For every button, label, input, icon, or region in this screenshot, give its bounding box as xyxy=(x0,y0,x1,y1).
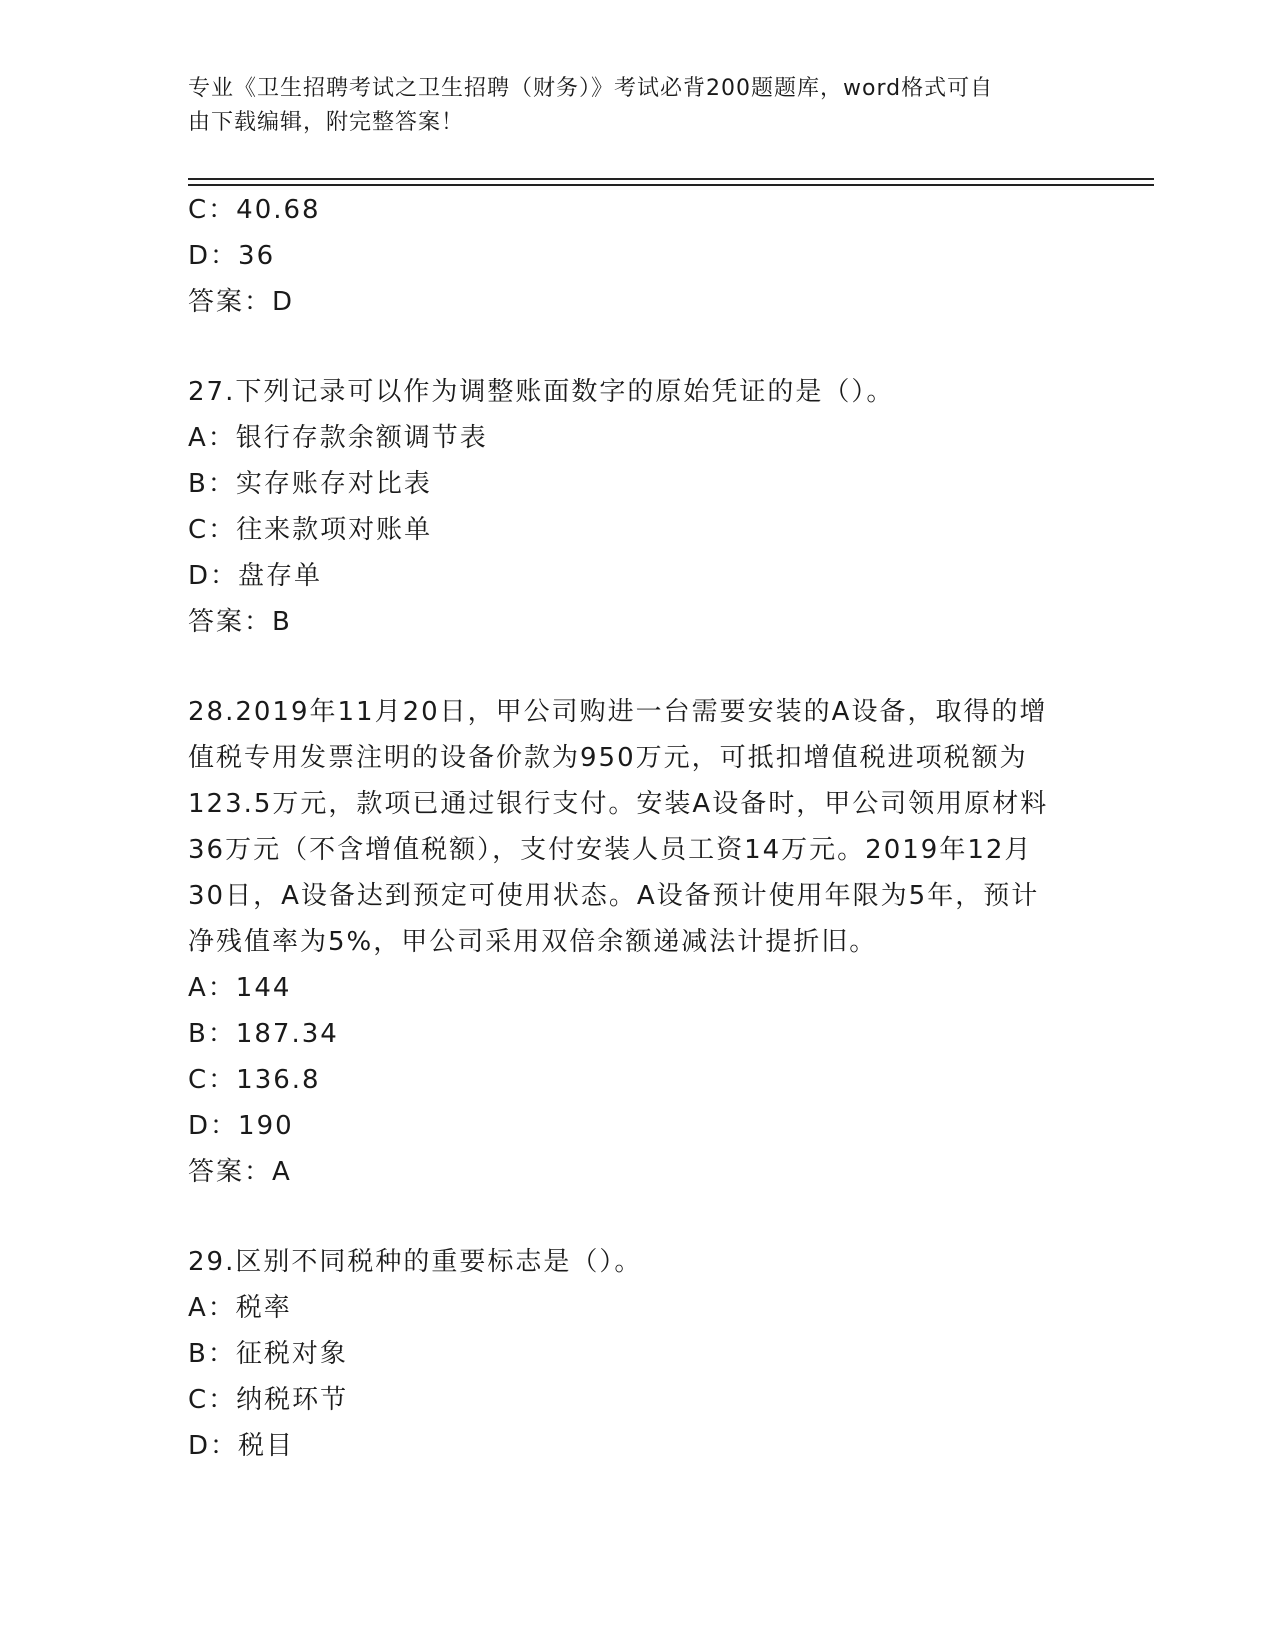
answer-line: 答案：D xyxy=(188,287,295,317)
question-stem-line: 30日，A设备达到预定可使用状态。A设备预计使用年限为5年，预计 xyxy=(188,881,1040,911)
question-27 xyxy=(188,369,1088,645)
option-c: C：40.68 xyxy=(188,195,321,225)
question-stem-line: 28.2019年11月20日，甲公司购进一台需要安装的A设备，取得的增 xyxy=(188,697,1048,727)
option-c: C：136.8 xyxy=(188,1065,321,1095)
question-29 xyxy=(188,1239,1088,1469)
answer-line: 答案：A xyxy=(188,1157,292,1187)
option-a: A：144 xyxy=(188,973,292,1003)
question-stem: 27.下列记录可以作为调整账面数字的原始凭证的是（）。 xyxy=(188,377,895,407)
option-d: D：税目 xyxy=(188,1431,295,1461)
option-a: A：税率 xyxy=(188,1293,292,1323)
option-b: B：征税对象 xyxy=(188,1339,348,1369)
option-d: D：盘存单 xyxy=(188,561,323,591)
header-line-2: 由下载编辑，附完整答案！ xyxy=(188,110,465,135)
option-d: D：190 xyxy=(188,1111,294,1141)
prev-question-tail xyxy=(188,187,1088,325)
option-b: B：实存账存对比表 xyxy=(188,469,432,499)
option-d: D：36 xyxy=(188,241,276,271)
option-c: C：往来款项对账单 xyxy=(188,515,433,545)
header-rule-bottom xyxy=(188,184,1154,186)
header-line-1: 专业《卫生招聘考试之卫生招聘（财务）》考试必背200题题库，word格式可自 xyxy=(188,76,994,101)
question-stem-line: 值税专用发票注明的设备价款为950万元，可抵扣增值税进项税额为 xyxy=(188,743,1028,773)
question-stem-line: 123.5万元，款项已通过银行支付。安装A设备时，甲公司领用原材料 xyxy=(188,789,1049,819)
answer-line: 答案：B xyxy=(188,607,292,637)
question-stem-line: 净残值率为5%，甲公司采用双倍余额递减法计提折旧。 xyxy=(188,927,878,957)
option-a: A：银行存款余额调节表 xyxy=(188,423,488,453)
option-b: B：187.34 xyxy=(188,1019,339,1049)
question-stem-line: 36万元（不含增值税额），支付安装人员工资14万元。2019年12月 xyxy=(188,835,1033,865)
question-28 xyxy=(188,689,1088,1195)
option-c: C：纳税环节 xyxy=(188,1385,349,1415)
question-stem: 29.区别不同税种的重要标志是（）。 xyxy=(188,1247,643,1277)
document-header xyxy=(188,72,1068,140)
document-body xyxy=(188,187,1088,1469)
header-rule-top xyxy=(188,178,1154,180)
